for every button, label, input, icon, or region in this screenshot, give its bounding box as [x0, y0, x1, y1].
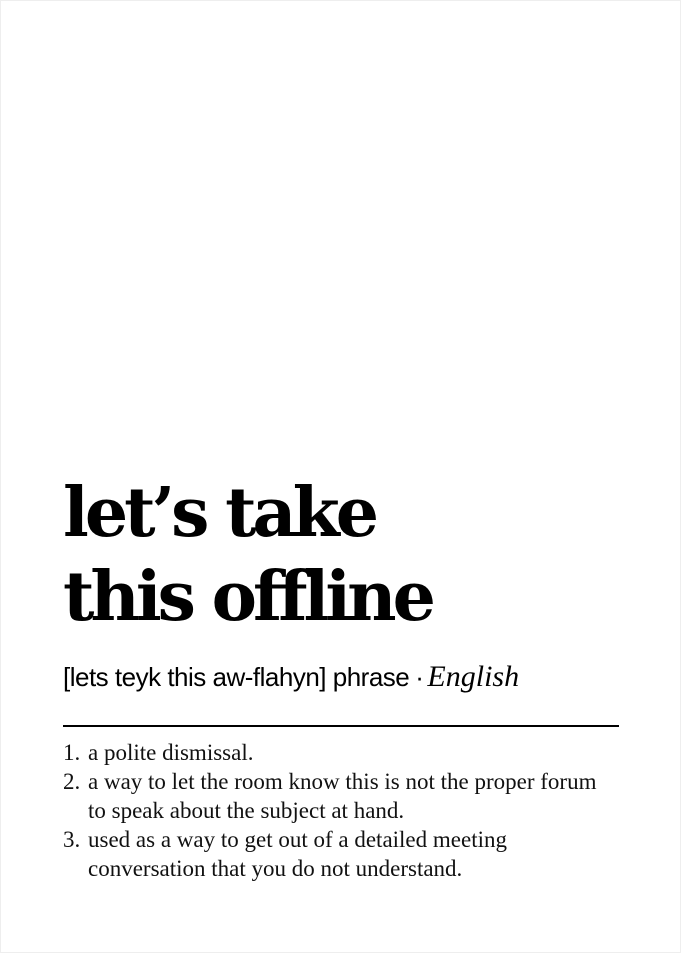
- definition-item: [63, 825, 619, 883]
- headword: [63, 471, 432, 639]
- definition-number: 3.: [63, 827, 81, 852]
- part-of-speech: phrase: [332, 662, 410, 692]
- headword-line-2: this offline: [63, 557, 432, 637]
- pronunciation-line: [63, 657, 519, 697]
- definition-list: [63, 738, 619, 883]
- separator-dot: ·: [415, 662, 424, 692]
- pronunciation: [lets teyk this aw-flahyn]: [63, 662, 326, 692]
- language: English: [427, 660, 520, 693]
- headword-line-1: let’s take: [63, 473, 375, 553]
- definition-number: 1.: [63, 740, 81, 765]
- definition-number: 2.: [63, 769, 81, 794]
- definition-text: a way to let the room know this is not the proper forum to speak about the subject at hand.: [88, 769, 597, 823]
- definition-item: [63, 767, 619, 825]
- divider-rule: [63, 725, 619, 727]
- definition-text: used as a way to get out of a detailed meeting conversation that you do not understand.: [88, 827, 507, 881]
- definition-item: [63, 738, 619, 767]
- definition-text: a polite dismissal.: [88, 740, 254, 765]
